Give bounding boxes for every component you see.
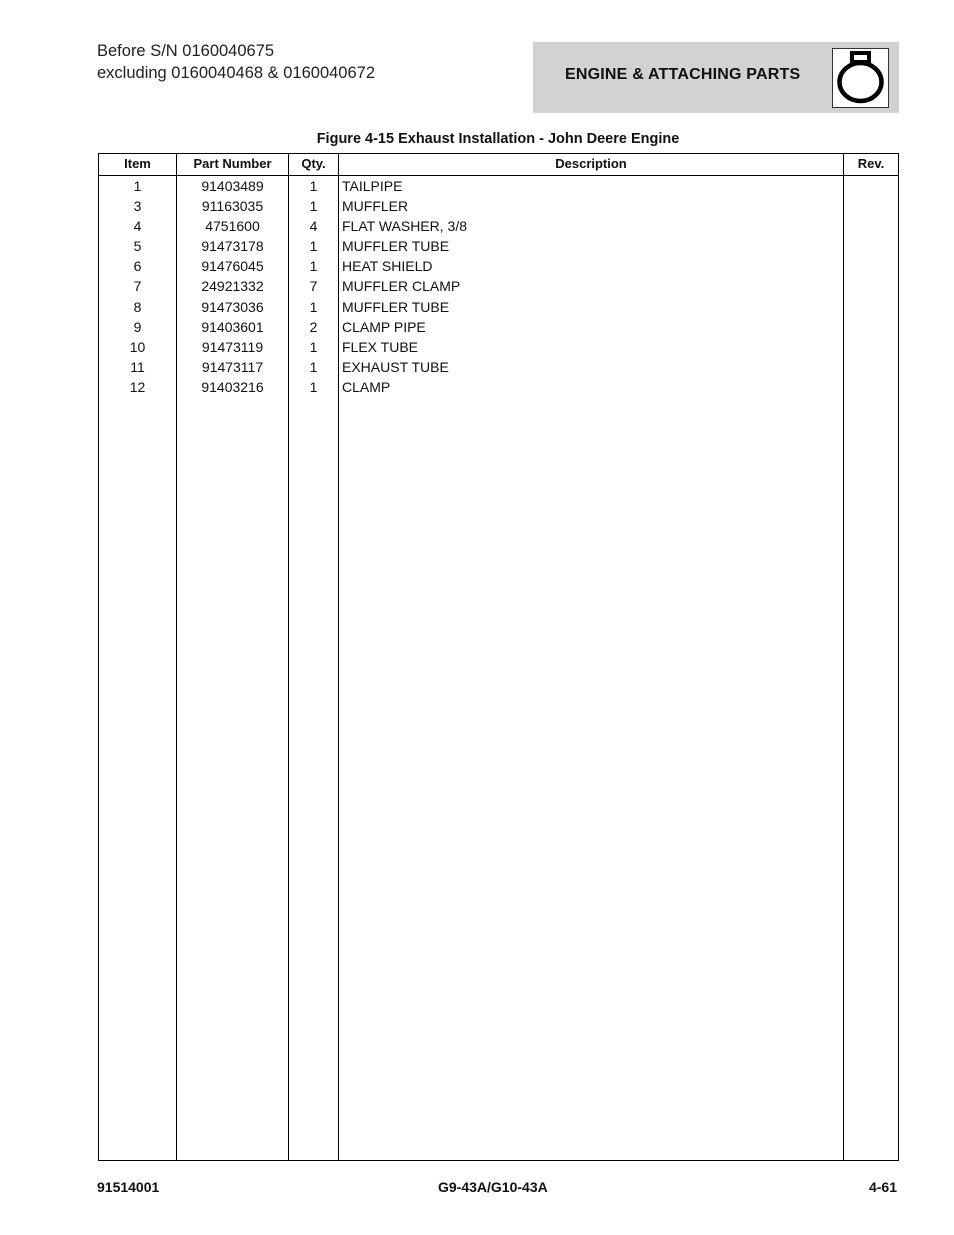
qty-cell: 1: [309, 178, 318, 194]
description-cell: HEAT SHIELD: [342, 258, 433, 275]
qty-cell: 1: [309, 198, 318, 215]
part-number-cell: 91473119: [201, 338, 264, 355]
description-cell: MUFFLER: [342, 198, 409, 215]
engine-icon: [832, 48, 889, 108]
item-cell: 11: [130, 358, 145, 375]
description-cell: FLAT WASHER, 3/8: [342, 218, 467, 235]
description-cell: TAILPIPE: [342, 178, 403, 194]
description-cell: FLEX TUBE: [342, 338, 418, 355]
qty-cell: 4: [309, 218, 318, 235]
footer-page-number: 4-61: [868, 1179, 897, 1195]
qty-cell: 2: [309, 318, 318, 335]
part-number-cell: 91473117: [201, 358, 264, 375]
qty-cell: 1: [309, 338, 318, 355]
part-number-cell: 91163035: [201, 198, 264, 215]
table-body: [99, 176, 898, 397]
qty-cell: 1: [309, 358, 318, 375]
table-row: [99, 236, 898, 256]
part-number-cell: 91473036: [201, 298, 264, 315]
part-number-cell: 4751600: [205, 218, 260, 235]
description-cell: MUFFLER TUBE: [342, 298, 450, 315]
item-cell: 5: [133, 238, 142, 255]
part-number-cell: 91403601: [201, 318, 264, 335]
part-number-cell: 91476045: [201, 258, 264, 275]
description-cell: EXHAUST TUBE: [342, 358, 449, 375]
table-row: [99, 297, 898, 317]
table-row: [99, 317, 898, 337]
part-number-cell: 91403216: [201, 378, 264, 395]
description-cell: MUFFLER CLAMP: [342, 278, 461, 295]
table-row: [99, 176, 898, 196]
item-cell: 1: [133, 178, 142, 194]
table-row: [99, 196, 898, 216]
description-cell: CLAMP PIPE: [342, 318, 426, 335]
table-row: [99, 256, 898, 276]
part-number-cell: 91473178: [201, 238, 264, 255]
footer-model: G9-43A/G10-43A: [438, 1179, 548, 1195]
item-cell: 4: [133, 218, 142, 235]
item-cell: 12: [129, 378, 146, 395]
section-title: ENGINE & ATTACHING PARTS: [565, 66, 801, 83]
item-cell: 3: [133, 198, 142, 215]
column-header-item: Item: [124, 156, 151, 171]
item-cell: 10: [129, 338, 146, 355]
column-header-description: Description: [555, 156, 627, 171]
table-row: [99, 337, 898, 357]
qty-cell: 1: [309, 378, 318, 395]
column-header-qty: Qty.: [301, 156, 326, 171]
part-number-cell: 24921332: [201, 278, 264, 295]
item-cell: 7: [133, 278, 142, 295]
item-cell: 8: [133, 298, 142, 315]
column-header-rev: Rev.: [857, 156, 885, 171]
figure-title: Figure 4-15 Exhaust Installation - John Deere Engine: [316, 131, 680, 147]
item-cell: 6: [133, 258, 142, 275]
table-row: [99, 216, 898, 236]
description-cell: CLAMP: [342, 378, 391, 395]
qty-cell: 1: [309, 258, 318, 275]
table-row: [99, 377, 898, 397]
table-row: [99, 276, 898, 296]
serial-number-line: Before S/N 0160040675: [97, 42, 275, 60]
column-header-part-number: Part Number: [193, 156, 272, 171]
footer-doc-number: 91514001: [97, 1179, 160, 1195]
parts-table: [98, 153, 899, 1161]
table-row: [99, 357, 898, 377]
description-cell: MUFFLER TUBE: [342, 238, 450, 255]
section-header: [533, 42, 899, 113]
header-serial-info: [97, 40, 375, 84]
qty-cell: 1: [309, 298, 318, 315]
part-number-cell: 91403489: [201, 178, 264, 194]
qty-cell: 7: [309, 278, 318, 295]
serial-exclusion-line: excluding 0160040468 & 0160040672: [97, 64, 376, 82]
item-cell: 9: [133, 318, 142, 335]
qty-cell: 1: [309, 238, 318, 255]
